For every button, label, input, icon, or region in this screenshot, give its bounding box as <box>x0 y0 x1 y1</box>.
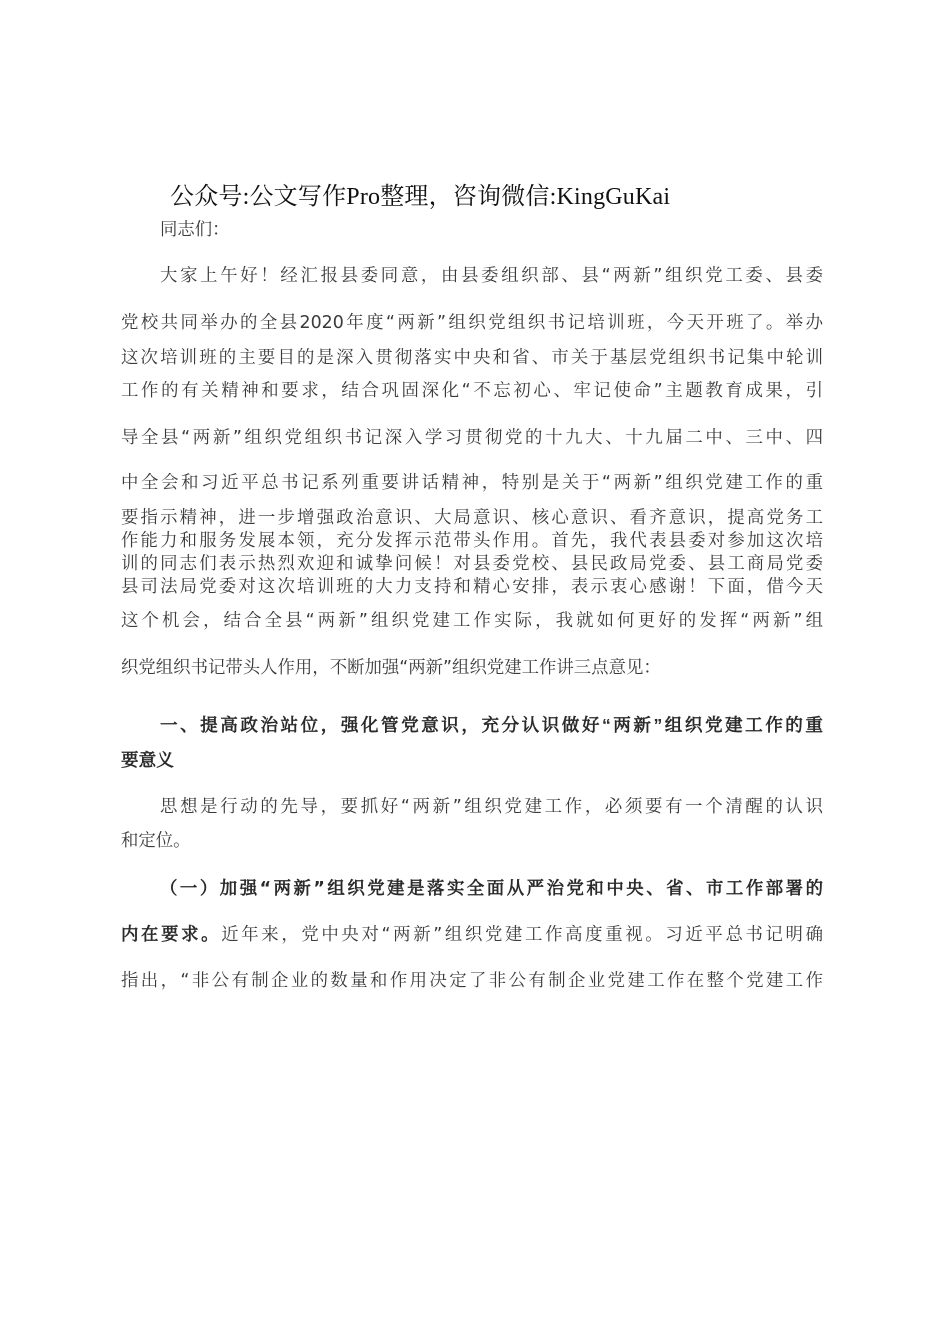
paragraph-line: 大家上午好！经汇报县委同意，由县委组织部、县“两新”组织党工委、县委 <box>160 266 823 286</box>
paragraph-line: 党校共同举办的全县2020年度“两新”组织党组织书记培训班，今天开班了。举办 <box>121 313 823 333</box>
paragraph-line: 作能力和服务发展本领，充分发挥示范带头作用。首先，我代表县委对参加这次培 <box>121 531 823 551</box>
paragraph-line: 这个机会，结合全县“两新”组织党建工作实际，我就如何更好的发挥“两新”组 <box>121 611 823 631</box>
subsection-heading-line: （一）加强“两新”组织党建是落实全面从严治党和中央、省、市工作部署的 <box>160 879 823 899</box>
paragraph-line: 工作的有关精神和要求，结合巩固深化“不忘初心、牢记使命”主题教育成果，引 <box>121 381 823 401</box>
subsection-line: 指出，“非公有制企业的数量和作用决定了非公有制企业党建工作在整个党建工作 <box>121 971 823 991</box>
paragraph-line: 织党组织书记带头人作用，不断加强“两新”组织党建工作讲三点意见： <box>121 658 661 678</box>
paragraph-line: 训的同志们表示热烈欢迎和诚挚问候！对县委党校、县民政局党委、县工商局党委 <box>121 554 823 574</box>
paragraph-line: 导全县“两新”组织党组织书记深入学习贯彻党的十九大、十九届二中、三中、四 <box>121 428 823 448</box>
paragraph-line: 县司法局党委对这次培训班的大力支持和精心安排，表示衷心感谢！下面，借今天 <box>121 577 823 597</box>
salutation: 同志们： <box>160 220 230 240</box>
section-intro-line: 思想是行动的先导，要抓好“两新”组织党建工作，必须要有一个清醒的认识 <box>160 797 823 817</box>
subsection-text: 近年来，党中央对“两新”组织党建工作高度重视。习近平总书记明确 <box>221 925 823 945</box>
paragraph-line: 中全会和习近平总书记系列重要讲话精神，特别是关于“两新”组织党建工作的重 <box>121 473 823 493</box>
section-heading-line: 一、提高政治站位，强化管党意识，充分认识做好“两新”组织党建工作的重 <box>160 715 823 735</box>
subsection-line <box>121 924 823 946</box>
paragraph-line: 要指示精神，进一步增强政治意识、大局意识、核心意识、看齐意识，提高党务工 <box>121 508 823 528</box>
section-intro-line: 和定位。 <box>121 831 191 851</box>
section-heading-line: 要意义 <box>121 750 174 770</box>
header-watermark-text: 公众号:公文写作Pro整理，咨询微信:KingGuKai <box>170 184 671 210</box>
paragraph-line: 这次培训班的主要目的是深入贯彻落实中央和省、市关于基层党组织书记集中轮训 <box>121 348 823 368</box>
subsection-heading-tail: 内在要求。 <box>121 925 222 945</box>
